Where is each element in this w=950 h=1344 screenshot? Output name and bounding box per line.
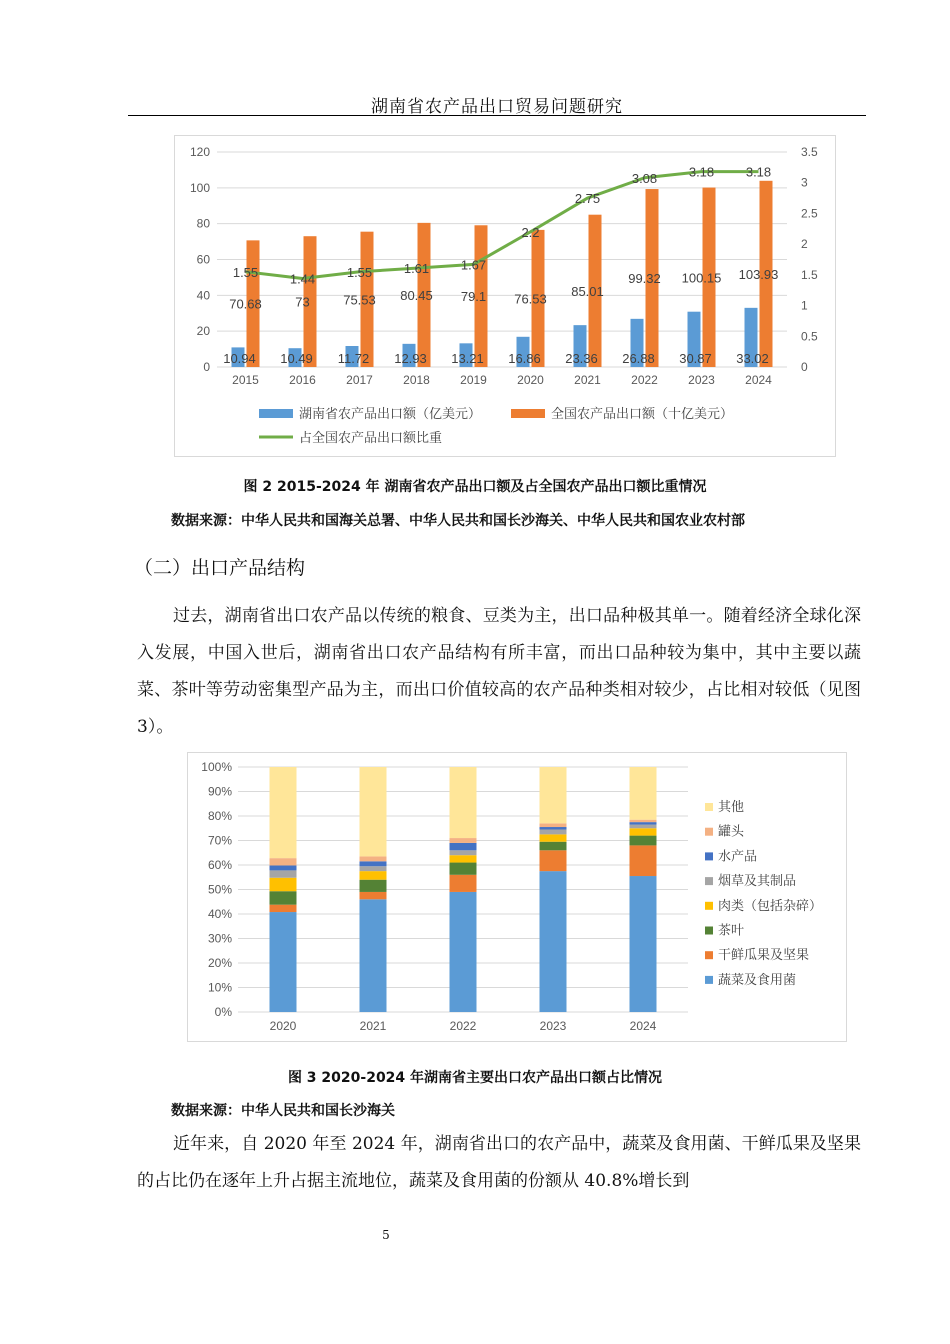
data-label-national: 70.68 — [229, 296, 262, 312]
data-label-share: 1.67 — [460, 257, 487, 273]
legend-label: 蔬菜及食用菌 — [718, 971, 797, 987]
figure2-caption: 图 2 2015-2024 年 湖南省农产品出口额及占全国农产品出口额比重情况 — [243, 479, 707, 495]
y-tick-label: 70% — [207, 833, 232, 848]
stacked-segment — [360, 880, 387, 892]
x-tick-label: 2024 — [629, 1019, 657, 1033]
stacked-segment — [630, 836, 657, 846]
data-label-hunan: 33.02 — [736, 351, 769, 366]
stacked-segment — [360, 866, 387, 871]
stacked-segment — [270, 912, 297, 1012]
y-tick-label: 30% — [207, 931, 232, 946]
stacked-segment — [540, 827, 567, 829]
data-label-share: 2.75 — [574, 191, 601, 207]
data-label-share: 1.61 — [403, 261, 430, 277]
x-tick-label: 2016 — [289, 373, 316, 387]
legend-swatch — [705, 852, 713, 860]
legend-swatch — [705, 927, 713, 935]
figure2-source: 数据来源：中华人民共和国海关总署、中华人民共和国长沙海关、中华人民共和国农业农村部 — [171, 513, 745, 529]
legend-label: 罐头 — [718, 823, 745, 839]
data-label-share: 3.18 — [688, 164, 715, 180]
y-tick-label: 100% — [201, 760, 232, 774]
y-left-tick-label: 100 — [189, 180, 210, 195]
y-right-tick-label: 1.5 — [801, 267, 818, 282]
data-label-hunan: 12.93 — [394, 351, 427, 366]
data-label-share: 1.55 — [346, 264, 373, 280]
stacked-segment — [540, 767, 567, 823]
stacked-segment — [360, 871, 387, 880]
stacked-segment — [450, 843, 477, 850]
data-label-share: 2.2 — [521, 224, 540, 240]
legend-label: 其他 — [718, 799, 745, 814]
y-tick-label: 80% — [207, 809, 232, 823]
legend-label: 茶叶 — [718, 922, 745, 938]
y-tick-label: 0% — [214, 1005, 232, 1019]
stacked-segment — [270, 891, 297, 904]
stacked-segment — [360, 861, 387, 866]
legend-swatch — [705, 902, 713, 910]
stacked-segment — [540, 850, 567, 871]
legend-swatch — [259, 409, 293, 418]
legend-swatch — [705, 951, 713, 959]
y-right-tick-label: 3 — [801, 175, 808, 190]
y-right-tick-label: 1 — [801, 298, 808, 313]
header-rule — [128, 115, 866, 116]
stacked-segment — [540, 823, 567, 827]
y-right-tick-label: 3.5 — [801, 145, 818, 159]
x-tick-label: 2023 — [688, 373, 715, 387]
stacked-segment — [630, 822, 657, 824]
stacked-segment — [450, 863, 477, 875]
legend-label: 水产品 — [718, 848, 758, 864]
figure3-caption: 图 3 2020-2024 年湖南省主要出口农产品出口额占比情况 — [287, 1070, 663, 1086]
stacked-segment — [450, 875, 477, 892]
stacked-segment — [540, 834, 567, 841]
y-left-tick-label: 40 — [196, 288, 210, 303]
legend-swatch — [705, 877, 713, 885]
y-tick-label: 40% — [207, 907, 232, 921]
y-left-tick-label: 0 — [203, 360, 210, 374]
y-right-tick-label: 0.5 — [801, 329, 818, 344]
x-tick-label: 2024 — [745, 373, 772, 387]
legend-label: 肉类（包括杂碎） — [718, 897, 823, 913]
section-heading: （二）出口产品结构 — [134, 557, 306, 579]
y-left-tick-label: 80 — [196, 216, 210, 231]
data-label-hunan: 10.94 — [223, 351, 256, 366]
x-tick-label: 2021 — [574, 373, 601, 387]
figure3-svg — [188, 753, 846, 1041]
stacked-segment — [630, 845, 657, 876]
y-left-tick-label: 60 — [196, 252, 210, 267]
stacked-segment — [450, 892, 477, 1012]
data-label-share: 3.18 — [745, 164, 772, 180]
y-tick-label: 10% — [207, 980, 232, 995]
stacked-segment — [270, 905, 297, 912]
x-tick-label: 2018 — [403, 373, 430, 387]
data-label-hunan: 26.88 — [622, 351, 655, 366]
stacked-segment — [450, 850, 477, 855]
stacked-segment — [270, 767, 297, 858]
data-label-share: 3.08 — [631, 170, 658, 186]
figure2-svg — [175, 136, 835, 456]
data-label-national: 75.53 — [343, 292, 376, 308]
data-label-hunan: 11.72 — [337, 351, 370, 366]
stacked-segment — [630, 828, 657, 835]
stacked-segment — [450, 855, 477, 862]
x-tick-label: 2022 — [631, 373, 658, 387]
stacked-segment — [270, 865, 297, 870]
stacked-segment — [360, 892, 387, 899]
x-tick-label: 2017 — [346, 373, 373, 387]
data-label-national: 99.32 — [628, 271, 661, 287]
data-label-share: 1.55 — [232, 264, 259, 280]
x-tick-label: 2020 — [269, 1019, 297, 1033]
y-left-tick-label: 120 — [189, 145, 210, 159]
data-label-national: 100.15 — [681, 270, 722, 286]
x-tick-label: 2021 — [359, 1019, 387, 1033]
data-label-hunan: 13.21 — [451, 351, 484, 366]
stacked-segment — [360, 767, 387, 856]
legend-swatch — [705, 828, 713, 836]
stacked-segment — [630, 767, 657, 820]
data-label-hunan: 30.87 — [679, 351, 712, 366]
y-right-tick-label: 2 — [801, 237, 808, 252]
y-left-tick-label: 20 — [196, 324, 210, 339]
stacked-segment — [270, 858, 297, 865]
paragraph-1: 过去，湖南省出口农产品以传统的粮食、豆类为主，出口品种极其单一。随着经济全球化深入发展，中国入世后，湖南省出口农产品结构有所丰富，而出口品种较为集中，其中主要以蔬菜、茶叶等劳动密集型产品为主，而出口价值较高的农产品种类相对较少，占比相对较低（见图 3）。 — [137, 606, 861, 737]
x-tick-label: 2020 — [517, 373, 544, 387]
legend-label: 湖南省农产品出口额（亿美元） — [299, 406, 482, 421]
figure2-chart — [174, 135, 836, 457]
y-right-tick-label: 2.5 — [801, 206, 818, 221]
x-tick-label: 2022 — [449, 1019, 477, 1033]
figure3-chart — [187, 752, 847, 1042]
y-tick-label: 60% — [207, 858, 232, 872]
data-label-hunan: 23.36 — [565, 351, 598, 366]
legend-label: 干鲜瓜果及坚果 — [718, 947, 810, 963]
figure3-source: 数据来源：中华人民共和国长沙海关 — [171, 1103, 395, 1119]
stacked-segment — [630, 825, 657, 829]
stacked-segment — [540, 829, 567, 834]
legend-label: 占全国农产品出口额比重 — [299, 430, 443, 445]
data-label-national: 85.01 — [571, 283, 604, 299]
running-header: 湖南省农产品出口贸易问题研究 — [371, 97, 623, 117]
data-label-national: 79.1 — [460, 289, 487, 305]
data-label-national: 73 — [295, 294, 310, 310]
y-tick-label: 50% — [207, 882, 232, 897]
data-label-share: 1.44 — [289, 271, 316, 287]
legend-label: 烟草及其制品 — [718, 873, 797, 889]
x-tick-label: 2015 — [232, 373, 259, 387]
y-tick-label: 20% — [207, 956, 232, 970]
stacked-segment — [270, 878, 297, 891]
y-tick-label: 90% — [207, 784, 232, 799]
data-label-national: 80.45 — [400, 287, 433, 303]
page-number: 5 — [382, 1228, 390, 1242]
stacked-segment — [540, 842, 567, 851]
data-label-hunan: 10.49 — [280, 351, 313, 366]
stacked-segment — [450, 767, 477, 838]
stacked-segment — [270, 870, 297, 877]
data-label-national: 103.93 — [738, 266, 779, 282]
stacked-segment — [360, 899, 387, 1012]
stacked-segment — [630, 876, 657, 1012]
legend-swatch — [705, 976, 713, 984]
paragraph-2: 近年来，自 2020 年至 2024 年，湖南省出口的农产品中，蔬菜及食用菌、干鲜瓜果及坚果的占比仍在逐年上升占据主流地位，蔬菜及食用菌的份额从 40.8%增长到 — [137, 1134, 861, 1191]
stacked-segment — [360, 856, 387, 861]
stacked-segment — [540, 871, 567, 1012]
data-label-hunan: 16.86 — [508, 351, 541, 366]
stacked-segment — [450, 838, 477, 843]
y-right-tick-label: 0 — [801, 360, 808, 374]
x-tick-label: 2019 — [460, 373, 487, 387]
legend-swatch — [705, 803, 713, 811]
legend-swatch — [511, 409, 545, 418]
x-tick-label: 2023 — [539, 1019, 567, 1033]
stacked-segment — [630, 820, 657, 822]
legend-label: 全国农产品出口额（十亿美元） — [551, 406, 734, 421]
data-label-national: 76.53 — [514, 291, 547, 307]
